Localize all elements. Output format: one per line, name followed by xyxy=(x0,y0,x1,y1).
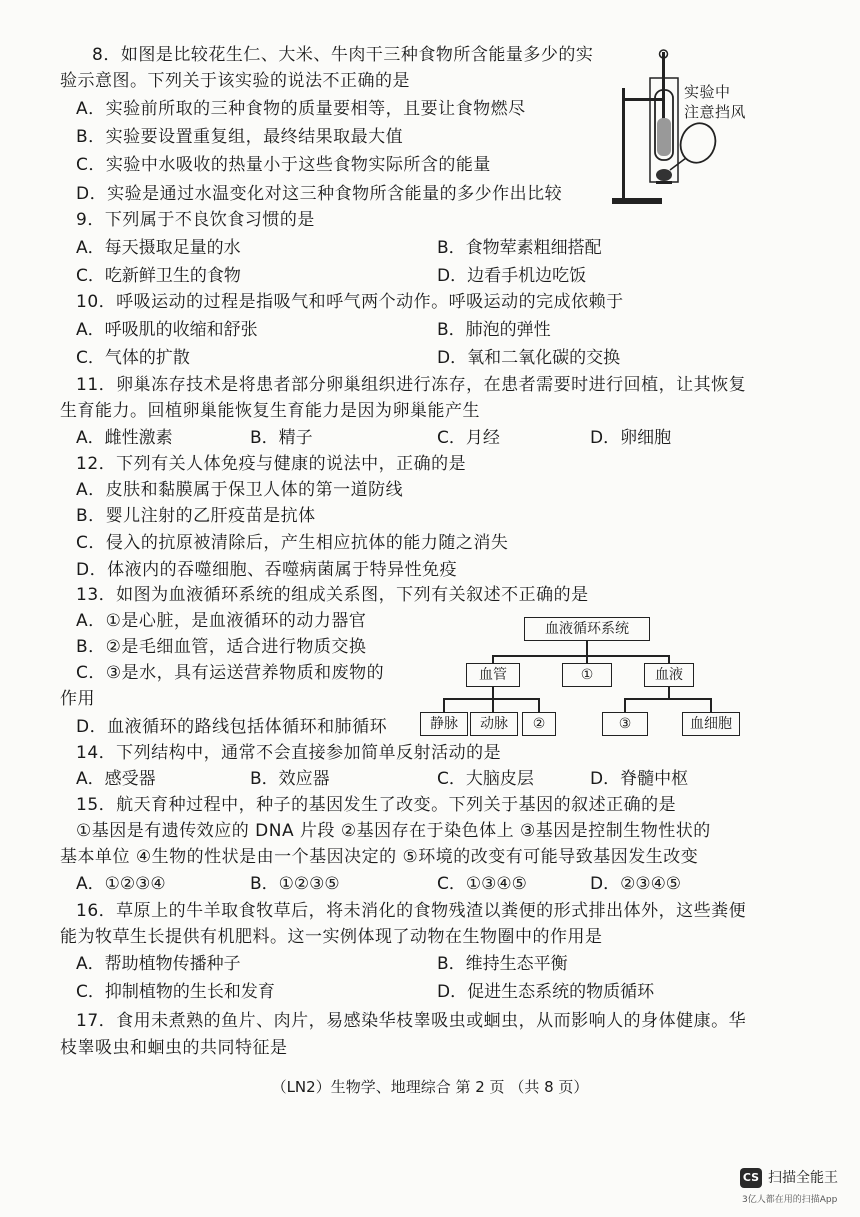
q12-option-d: D．体液内的吞噬细胞、吞噬病菌属于特异性免疫 xyxy=(76,560,458,580)
q8-option-b: B．实验要设置重复组，最终结果取最大值 xyxy=(76,127,404,147)
diagram-heart-box: ① xyxy=(562,663,612,687)
q8-option-d: D．实验是通过水温变化对这三种食物所含能量的多少作出比较 xyxy=(76,184,563,204)
q15-option-b: B．①②③⑤ xyxy=(250,874,340,894)
diagram-connector xyxy=(538,698,540,713)
q14-option-a: A．感受器 xyxy=(76,769,156,789)
diagram-connector xyxy=(443,698,445,713)
calorimeter-apparatus-figure xyxy=(600,48,750,216)
q12-stem: 12．下列有关人体免疫与健康的说法中，正确的是 xyxy=(76,454,467,474)
diagram-connector xyxy=(443,698,538,700)
diagram-connector xyxy=(624,698,710,700)
q9-option-c: C．吃新鲜卫生的食物 xyxy=(76,266,241,286)
diagram-vein-box: 静脉 xyxy=(420,712,468,736)
q11-option-b: B．精子 xyxy=(250,428,313,448)
diagram-plasma-box: ③ xyxy=(602,712,648,736)
q10-option-d: D．氧和二氧化碳的交换 xyxy=(437,348,621,368)
q14-option-c: C．大脑皮层 xyxy=(437,769,534,789)
diagram-connector xyxy=(492,698,494,713)
q15-statements-2: 基本单位 ④生物的性状是由一个基因决定的 ⑤环境的改变有可能导致基因发生改变 xyxy=(60,847,699,867)
q10-option-c: C．气体的扩散 xyxy=(76,348,190,368)
q13-option-a: A．①是心脏，是血液循环的动力器官 xyxy=(76,611,367,631)
q11-option-a: A．雌性激素 xyxy=(76,428,173,448)
diagram-vessel-box: 血管 xyxy=(466,663,520,687)
diagram-capillary-box: ② xyxy=(522,712,556,736)
q15-option-d: D．②③④⑤ xyxy=(590,874,682,894)
watermark-subtitle: 3亿人都在用的扫描App xyxy=(742,1195,838,1205)
q9-option-d: D．边看手机边吃饭 xyxy=(437,266,587,286)
figure-label-1: 实验中 xyxy=(684,83,731,101)
diagram-blood-box: 血液 xyxy=(644,663,694,687)
q16-option-b: B．维持生态平衡 xyxy=(437,954,568,974)
q11-option-d: D．卵细胞 xyxy=(590,428,672,448)
figure-label-2: 注意挡风 xyxy=(684,103,747,121)
q16-stem-1: 16．草原上的牛羊取食牧草后，将未消化的食物残渣以粪便的形式排出体外，这些粪便 xyxy=(76,901,747,921)
q10-option-a: A．呼吸肌的收缩和舒张 xyxy=(76,320,258,340)
q8-option-c: C．实验中水吸收的热量小于这些食物实际所含的能量 xyxy=(76,155,491,175)
q12-option-c: C．侵入的抗原被清除后，产生相应抗体的能力随之消失 xyxy=(76,533,509,553)
q15-stem: 15．航天育种过程中，种子的基因发生了改变。下列关于基因的叙述正确的是 xyxy=(76,795,677,815)
q8-stem-2: 验示意图。下列关于该实验的说法不正确的是 xyxy=(60,71,410,91)
q15-option-c: C．①③④⑤ xyxy=(437,874,527,894)
q11-stem-2: 生育能力。回植卵巢能恢复生育能力是因为卵巢能产生 xyxy=(60,401,480,421)
q16-option-a: A．帮助植物传播种子 xyxy=(76,954,241,974)
q8-stem-1: 8．如图是比较花生仁、大米、牛肉干三种食物所含能量多少的实 xyxy=(92,45,594,65)
camscanner-logo-icon: CS xyxy=(740,1168,762,1188)
q17-stem-1: 17．食用未煮熟的鱼片、肉片，易感染华枝睾吸虫或蛔虫，从而影响人的身体健康。华 xyxy=(76,1011,747,1031)
q15-option-a: A．①②③④ xyxy=(76,874,166,894)
q16-option-c: C．抑制植物的生长和发育 xyxy=(76,982,275,1002)
diagram-connector xyxy=(586,641,588,655)
q13-option-c-2: 作用 xyxy=(60,689,95,709)
diagram-blood-cell-box: 血细胞 xyxy=(682,712,740,736)
q8-option-a: A．实验前所取的三种食物的质量要相等，且要让食物燃尽 xyxy=(76,99,526,119)
page-footer: （LN2）生物学、地理综合 第 2 页 （共 8 页） xyxy=(271,1078,589,1096)
diagram-connector xyxy=(710,698,712,713)
q9-option-a: A．每天摄取足量的水 xyxy=(76,238,241,258)
q13-option-c-1: C．③是水，具有运送营养物质和废物的 xyxy=(76,663,385,683)
watermark-name: 扫描全能王 xyxy=(768,1170,838,1186)
q14-option-b: B．效应器 xyxy=(250,769,330,789)
q12-option-a: A．皮肤和黏膜属于保卫人体的第一道防线 xyxy=(76,480,404,500)
q13-option-d: D．血液循环的路线包括体循环和肺循环 xyxy=(76,717,388,737)
diagram-connector xyxy=(492,655,668,657)
q9-option-b: B．食物荤素粗细搭配 xyxy=(437,238,602,258)
q16-stem-2: 能为牧草生长提供有机肥料。这一实例体现了动物在生物圈中的作用是 xyxy=(60,927,603,947)
q14-stem: 14．下列结构中，通常不会直接参加简单反射活动的是 xyxy=(76,743,502,763)
q16-option-d: D．促进生态系统的物质循环 xyxy=(437,982,655,1002)
q14-option-d: D．脊髓中枢 xyxy=(590,769,689,789)
q13-stem: 13．如图为血液循环系统的组成关系图，下列有关叙述不正确的是 xyxy=(76,585,589,605)
diagram-root-box: 血液循环系统 xyxy=(524,617,650,641)
q15-statements-1: ①基因是有遗传效应的 DNA 片段 ②基因存在于染色体上 ③基因是控制生物性状的 xyxy=(76,821,711,841)
q10-stem: 10．呼吸运动的过程是指吸气和呼气两个动作。呼吸运动的完成依赖于 xyxy=(76,292,624,312)
q13-option-b: B．②是毛细血管，适合进行物质交换 xyxy=(76,637,367,657)
q9-stem: 9．下列属于不良饮食习惯的是 xyxy=(76,210,315,230)
q12-option-b: B．婴儿注射的乙肝疫苗是抗体 xyxy=(76,506,316,526)
q11-option-c: C．月经 xyxy=(437,428,500,448)
q11-stem-1: 11．卵巢冻存技术是将患者部分卵巢组织进行冻存，在患者需要时进行回植，让其恢复 xyxy=(76,375,747,395)
diagram-artery-box: 动脉 xyxy=(470,712,518,736)
diagram-connector xyxy=(492,687,494,698)
q17-stem-2: 枝睾吸虫和蛔虫的共同特征是 xyxy=(60,1038,288,1058)
q10-option-b: B．肺泡的弹性 xyxy=(437,320,551,340)
diagram-connector xyxy=(624,698,626,713)
diagram-connector xyxy=(668,687,670,698)
